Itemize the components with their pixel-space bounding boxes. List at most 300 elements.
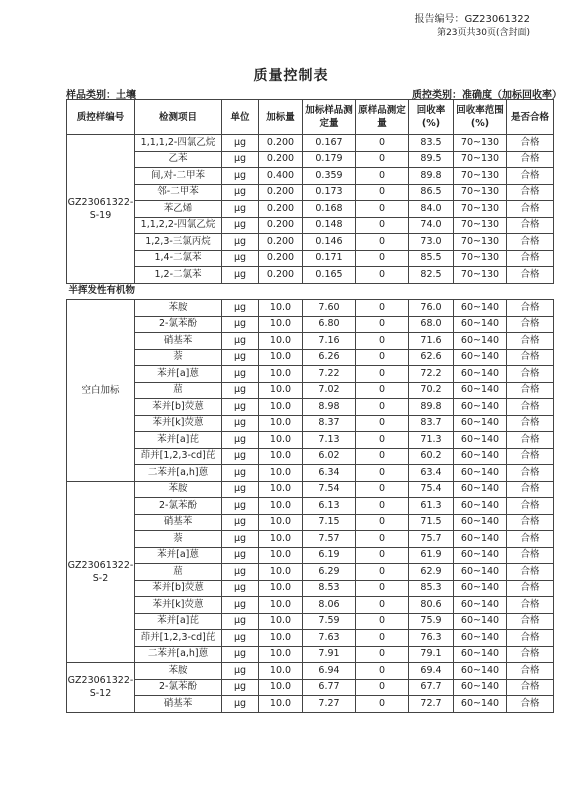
recovery-range-cell: 60~140 [454, 531, 507, 548]
table-row [67, 613, 554, 630]
spike-amount-cell: 10.0 [259, 646, 303, 663]
recovery-cell: 72.7 [409, 696, 454, 713]
item-cell: 硝基苯 [135, 514, 222, 531]
qc-table [66, 99, 554, 713]
original-cell: 0 [356, 267, 409, 284]
recovery-cell: 84.0 [409, 201, 454, 218]
recovery-range-cell: 60~140 [454, 481, 507, 498]
spike-amount-cell: 10.0 [259, 465, 303, 482]
pass-cell: 合格 [507, 580, 554, 597]
table-header-row [67, 100, 554, 135]
item-cell: 苯并[b]荧蒽 [135, 399, 222, 416]
recovery-cell: 70.2 [409, 382, 454, 399]
unit-cell: μg [222, 465, 259, 482]
spike-amount-cell: 10.0 [259, 498, 303, 515]
item-cell: 茚并[1,2,3-cd]芘 [135, 630, 222, 647]
recovery-range-cell: 60~140 [454, 498, 507, 515]
recovery-cell: 82.5 [409, 267, 454, 284]
recovery-cell: 75.7 [409, 531, 454, 548]
recovery-range-cell: 60~140 [454, 399, 507, 416]
pass-cell: 合格 [507, 448, 554, 465]
spike-amount-cell: 10.0 [259, 663, 303, 680]
qc-sample-id: GZ23061322-S-12 [67, 663, 135, 713]
unit-cell: μg [222, 135, 259, 152]
column-header: 质控样编号 [67, 100, 135, 135]
measured-cell: 6.13 [303, 498, 356, 515]
unit-cell: μg [222, 597, 259, 614]
pass-cell: 合格 [507, 630, 554, 647]
pass-cell: 合格 [507, 498, 554, 515]
table-row [67, 184, 554, 201]
unit-cell: μg [222, 217, 259, 234]
spike-amount-cell: 10.0 [259, 300, 303, 317]
pass-cell: 合格 [507, 333, 554, 350]
spike-amount-cell: 10.0 [259, 696, 303, 713]
column-header: 回收率(%) [409, 100, 454, 135]
table-row [67, 399, 554, 416]
original-cell: 0 [356, 184, 409, 201]
recovery-cell: 75.9 [409, 613, 454, 630]
item-cell: 苯并[a]芘 [135, 432, 222, 449]
column-header: 原样品测定量 [356, 100, 409, 135]
spike-amount-cell: 10.0 [259, 679, 303, 696]
table-body [67, 135, 554, 713]
table-row [67, 234, 554, 251]
measured-cell: 0.148 [303, 217, 356, 234]
unit-cell: μg [222, 333, 259, 350]
column-header: 加标样品测定量 [303, 100, 356, 135]
recovery-cell: 89.8 [409, 168, 454, 185]
item-cell: 苯胺 [135, 663, 222, 680]
original-cell: 0 [356, 316, 409, 333]
measured-cell: 8.37 [303, 415, 356, 432]
recovery-cell: 68.0 [409, 316, 454, 333]
table-row [67, 382, 554, 399]
unit-cell: μg [222, 564, 259, 581]
recovery-range-cell: 60~140 [454, 333, 507, 350]
table-row [67, 531, 554, 548]
recovery-range-cell: 60~140 [454, 613, 507, 630]
item-cell: 萘 [135, 531, 222, 548]
pass-cell: 合格 [507, 135, 554, 152]
table-row [67, 696, 554, 713]
measured-cell: 6.34 [303, 465, 356, 482]
pass-cell: 合格 [507, 465, 554, 482]
column-header: 检测项目 [135, 100, 222, 135]
item-cell: 二苯并[a,h]蒽 [135, 465, 222, 482]
item-cell: 䓛 [135, 564, 222, 581]
pass-cell: 合格 [507, 250, 554, 267]
measured-cell: 0.179 [303, 151, 356, 168]
recovery-cell: 71.6 [409, 333, 454, 350]
spike-amount-cell: 10.0 [259, 630, 303, 647]
original-cell: 0 [356, 531, 409, 548]
spike-amount-cell: 0.200 [259, 184, 303, 201]
spike-amount-cell: 10.0 [259, 514, 303, 531]
measured-cell: 7.02 [303, 382, 356, 399]
recovery-range-cell: 60~140 [454, 448, 507, 465]
recovery-cell: 63.4 [409, 465, 454, 482]
recovery-cell: 61.3 [409, 498, 454, 515]
section-row [67, 283, 554, 300]
pass-cell: 合格 [507, 531, 554, 548]
spike-amount-cell: 0.400 [259, 168, 303, 185]
item-cell: 1,2-二氯苯 [135, 267, 222, 284]
table-row [67, 415, 554, 432]
recovery-range-cell: 70~130 [454, 135, 507, 152]
column-header: 单位 [222, 100, 259, 135]
pass-cell: 合格 [507, 597, 554, 614]
original-cell: 0 [356, 234, 409, 251]
original-cell: 0 [356, 399, 409, 416]
pass-cell: 合格 [507, 300, 554, 317]
item-cell: 苯并[k]荧蒽 [135, 415, 222, 432]
pass-cell: 合格 [507, 349, 554, 366]
recovery-range-cell: 70~130 [454, 168, 507, 185]
measured-cell: 0.359 [303, 168, 356, 185]
original-cell: 0 [356, 663, 409, 680]
measured-cell: 0.168 [303, 201, 356, 218]
unit-cell: μg [222, 234, 259, 251]
table-row [67, 597, 554, 614]
recovery-range-cell: 60~140 [454, 696, 507, 713]
recovery-range-cell: 60~140 [454, 366, 507, 383]
original-cell: 0 [356, 597, 409, 614]
recovery-cell: 76.3 [409, 630, 454, 647]
measured-cell: 6.02 [303, 448, 356, 465]
unit-cell: μg [222, 300, 259, 317]
page-title: 质量控制表 [253, 68, 329, 84]
item-cell: 1,4-二氯苯 [135, 250, 222, 267]
item-cell: 苯并[k]荧蒽 [135, 597, 222, 614]
table-row [67, 168, 554, 185]
spike-amount-cell: 0.200 [259, 151, 303, 168]
recovery-cell: 76.0 [409, 300, 454, 317]
original-cell: 0 [356, 465, 409, 482]
pass-cell: 合格 [507, 151, 554, 168]
recovery-cell: 61.9 [409, 547, 454, 564]
recovery-range-cell: 60~140 [454, 300, 507, 317]
measured-cell: 6.80 [303, 316, 356, 333]
measured-cell: 7.16 [303, 333, 356, 350]
item-cell: 1,1,1,2-四氯乙烷 [135, 135, 222, 152]
measured-cell: 8.98 [303, 399, 356, 416]
measured-cell: 8.53 [303, 580, 356, 597]
original-cell: 0 [356, 151, 409, 168]
spike-amount-cell: 10.0 [259, 597, 303, 614]
spike-amount-cell: 0.200 [259, 250, 303, 267]
original-cell: 0 [356, 432, 409, 449]
unit-cell: μg [222, 531, 259, 548]
original-cell: 0 [356, 564, 409, 581]
recovery-cell: 80.6 [409, 597, 454, 614]
original-cell: 0 [356, 646, 409, 663]
item-cell: 2-氯苯酚 [135, 679, 222, 696]
column-header: 加标量 [259, 100, 303, 135]
measured-cell: 7.57 [303, 531, 356, 548]
unit-cell: μg [222, 184, 259, 201]
item-cell: 苯并[a]蒽 [135, 366, 222, 383]
recovery-cell: 67.7 [409, 679, 454, 696]
table-row [67, 333, 554, 350]
measured-cell: 6.77 [303, 679, 356, 696]
original-cell: 0 [356, 201, 409, 218]
unit-cell: μg [222, 580, 259, 597]
recovery-range-cell: 60~140 [454, 316, 507, 333]
pass-cell: 合格 [507, 316, 554, 333]
recovery-cell: 74.0 [409, 217, 454, 234]
measured-cell: 8.06 [303, 597, 356, 614]
section-label: 半挥发性有机物 [67, 283, 554, 300]
recovery-range-cell: 60~140 [454, 514, 507, 531]
recovery-range-cell: 60~140 [454, 630, 507, 647]
table-row [67, 564, 554, 581]
item-cell: 茚并[1,2,3-cd]芘 [135, 448, 222, 465]
item-cell: 二苯并[a,h]蒽 [135, 646, 222, 663]
pass-cell: 合格 [507, 663, 554, 680]
recovery-range-cell: 60~140 [454, 580, 507, 597]
recovery-cell: 83.7 [409, 415, 454, 432]
recovery-range-cell: 60~140 [454, 382, 507, 399]
table-row [67, 300, 554, 317]
column-header: 是否合格 [507, 100, 554, 135]
table-row [67, 250, 554, 267]
measured-cell: 0.165 [303, 267, 356, 284]
measured-cell: 0.171 [303, 250, 356, 267]
table-row [67, 465, 554, 482]
recovery-range-cell: 60~140 [454, 663, 507, 680]
qc-sample-id: 空白加标 [67, 300, 135, 482]
table-row [67, 267, 554, 284]
spike-amount-cell: 10.0 [259, 448, 303, 465]
table-row [67, 135, 554, 152]
item-cell: 2-氯苯酚 [135, 498, 222, 515]
pass-cell: 合格 [507, 564, 554, 581]
recovery-range-cell: 70~130 [454, 201, 507, 218]
unit-cell: μg [222, 366, 259, 383]
report-number: 报告编号：GZ23061322 [414, 14, 530, 25]
table-row [67, 498, 554, 515]
recovery-cell: 72.2 [409, 366, 454, 383]
qc-sample-id: GZ23061322-S-19 [67, 135, 135, 284]
spike-amount-cell: 0.200 [259, 201, 303, 218]
recovery-range-cell: 70~130 [454, 267, 507, 284]
pass-cell: 合格 [507, 481, 554, 498]
table-row [67, 514, 554, 531]
column-header: 回收率范围(%) [454, 100, 507, 135]
unit-cell: μg [222, 415, 259, 432]
pass-cell: 合格 [507, 432, 554, 449]
table-row [67, 201, 554, 218]
unit-cell: μg [222, 498, 259, 515]
measured-cell: 7.91 [303, 646, 356, 663]
original-cell: 0 [356, 382, 409, 399]
measured-cell: 6.29 [303, 564, 356, 581]
measured-cell: 7.22 [303, 366, 356, 383]
unit-cell: μg [222, 201, 259, 218]
spike-amount-cell: 10.0 [259, 547, 303, 564]
unit-cell: μg [222, 613, 259, 630]
table-row [67, 663, 554, 680]
measured-cell: 0.146 [303, 234, 356, 251]
pass-cell: 合格 [507, 547, 554, 564]
table-row [67, 349, 554, 366]
table-row [67, 547, 554, 564]
original-cell: 0 [356, 448, 409, 465]
unit-cell: μg [222, 151, 259, 168]
spike-amount-cell: 0.200 [259, 267, 303, 284]
qc-sample-id: GZ23061322-S-2 [67, 481, 135, 663]
item-cell: 䓛 [135, 382, 222, 399]
recovery-cell: 89.8 [409, 399, 454, 416]
recovery-cell: 83.5 [409, 135, 454, 152]
original-cell: 0 [356, 135, 409, 152]
table-row [67, 432, 554, 449]
item-cell: 1,2,3-三氯丙烷 [135, 234, 222, 251]
measured-cell: 7.60 [303, 300, 356, 317]
measured-cell: 7.59 [303, 613, 356, 630]
original-cell: 0 [356, 630, 409, 647]
item-cell: 硝基苯 [135, 696, 222, 713]
table-row [67, 151, 554, 168]
unit-cell: μg [222, 168, 259, 185]
spike-amount-cell: 10.0 [259, 564, 303, 581]
item-cell: 萘 [135, 349, 222, 366]
recovery-range-cell: 60~140 [454, 547, 507, 564]
item-cell: 邻-二甲苯 [135, 184, 222, 201]
pass-cell: 合格 [507, 514, 554, 531]
recovery-range-cell: 60~140 [454, 646, 507, 663]
measured-cell: 6.26 [303, 349, 356, 366]
spike-amount-cell: 10.0 [259, 580, 303, 597]
item-cell: 苯并[a]芘 [135, 613, 222, 630]
recovery-cell: 85.5 [409, 250, 454, 267]
measured-cell: 0.167 [303, 135, 356, 152]
unit-cell: μg [222, 679, 259, 696]
unit-cell: μg [222, 382, 259, 399]
item-cell: 硝基苯 [135, 333, 222, 350]
table-row [67, 580, 554, 597]
spike-amount-cell: 0.200 [259, 135, 303, 152]
unit-cell: μg [222, 696, 259, 713]
recovery-range-cell: 60~140 [454, 679, 507, 696]
item-cell: 苯胺 [135, 481, 222, 498]
unit-cell: μg [222, 316, 259, 333]
table-row [67, 679, 554, 696]
table-row [67, 217, 554, 234]
pass-cell: 合格 [507, 382, 554, 399]
pass-cell: 合格 [507, 415, 554, 432]
recovery-range-cell: 60~140 [454, 564, 507, 581]
item-cell: 1,1,2,2-四氯乙烷 [135, 217, 222, 234]
unit-cell: μg [222, 663, 259, 680]
unit-cell: μg [222, 432, 259, 449]
pass-cell: 合格 [507, 696, 554, 713]
item-cell: 苯并[a]蒽 [135, 547, 222, 564]
table-row [67, 316, 554, 333]
recovery-cell: 62.9 [409, 564, 454, 581]
spike-amount-cell: 10.0 [259, 432, 303, 449]
recovery-cell: 75.4 [409, 481, 454, 498]
recovery-cell: 73.0 [409, 234, 454, 251]
spike-amount-cell: 10.0 [259, 531, 303, 548]
item-cell: 2-氯苯酚 [135, 316, 222, 333]
page-number: 第23页共30页(含封面) [437, 28, 530, 38]
unit-cell: μg [222, 399, 259, 416]
original-cell: 0 [356, 168, 409, 185]
measured-cell: 6.19 [303, 547, 356, 564]
item-cell: 苯并[b]荧蒽 [135, 580, 222, 597]
recovery-range-cell: 70~130 [454, 250, 507, 267]
recovery-range-cell: 70~130 [454, 234, 507, 251]
spike-amount-cell: 10.0 [259, 399, 303, 416]
unit-cell: μg [222, 481, 259, 498]
unit-cell: μg [222, 646, 259, 663]
unit-cell: μg [222, 448, 259, 465]
measured-cell: 7.27 [303, 696, 356, 713]
item-cell: 苯乙烯 [135, 201, 222, 218]
item-cell: 间,对-二甲苯 [135, 168, 222, 185]
recovery-range-cell: 60~140 [454, 465, 507, 482]
pass-cell: 合格 [507, 184, 554, 201]
recovery-cell: 60.2 [409, 448, 454, 465]
original-cell: 0 [356, 613, 409, 630]
original-cell: 0 [356, 415, 409, 432]
unit-cell: μg [222, 514, 259, 531]
recovery-range-cell: 70~130 [454, 151, 507, 168]
original-cell: 0 [356, 366, 409, 383]
spike-amount-cell: 0.200 [259, 234, 303, 251]
original-cell: 0 [356, 300, 409, 317]
spike-amount-cell: 10.0 [259, 415, 303, 432]
item-cell: 苯胺 [135, 300, 222, 317]
pass-cell: 合格 [507, 234, 554, 251]
recovery-range-cell: 60~140 [454, 597, 507, 614]
measured-cell: 7.63 [303, 630, 356, 647]
recovery-range-cell: 60~140 [454, 415, 507, 432]
recovery-cell: 69.4 [409, 663, 454, 680]
pass-cell: 合格 [507, 679, 554, 696]
pass-cell: 合格 [507, 399, 554, 416]
measured-cell: 6.94 [303, 663, 356, 680]
original-cell: 0 [356, 498, 409, 515]
unit-cell: μg [222, 267, 259, 284]
table-row [67, 366, 554, 383]
spike-amount-cell: 0.200 [259, 217, 303, 234]
qc-type-label: 质控类别：准确度（加标回收率） [412, 90, 562, 101]
item-cell: 乙苯 [135, 151, 222, 168]
unit-cell: μg [222, 630, 259, 647]
pass-cell: 合格 [507, 613, 554, 630]
spike-amount-cell: 10.0 [259, 481, 303, 498]
recovery-range-cell: 70~130 [454, 217, 507, 234]
pass-cell: 合格 [507, 217, 554, 234]
pass-cell: 合格 [507, 646, 554, 663]
recovery-cell: 62.6 [409, 349, 454, 366]
pass-cell: 合格 [507, 201, 554, 218]
table-row [67, 646, 554, 663]
recovery-cell: 89.5 [409, 151, 454, 168]
sample-type-label: 样品类别：土壤 [66, 90, 136, 101]
recovery-cell: 85.3 [409, 580, 454, 597]
recovery-range-cell: 70~130 [454, 184, 507, 201]
measured-cell: 7.13 [303, 432, 356, 449]
original-cell: 0 [356, 547, 409, 564]
spike-amount-cell: 10.0 [259, 333, 303, 350]
original-cell: 0 [356, 481, 409, 498]
measured-cell: 0.173 [303, 184, 356, 201]
measured-cell: 7.54 [303, 481, 356, 498]
